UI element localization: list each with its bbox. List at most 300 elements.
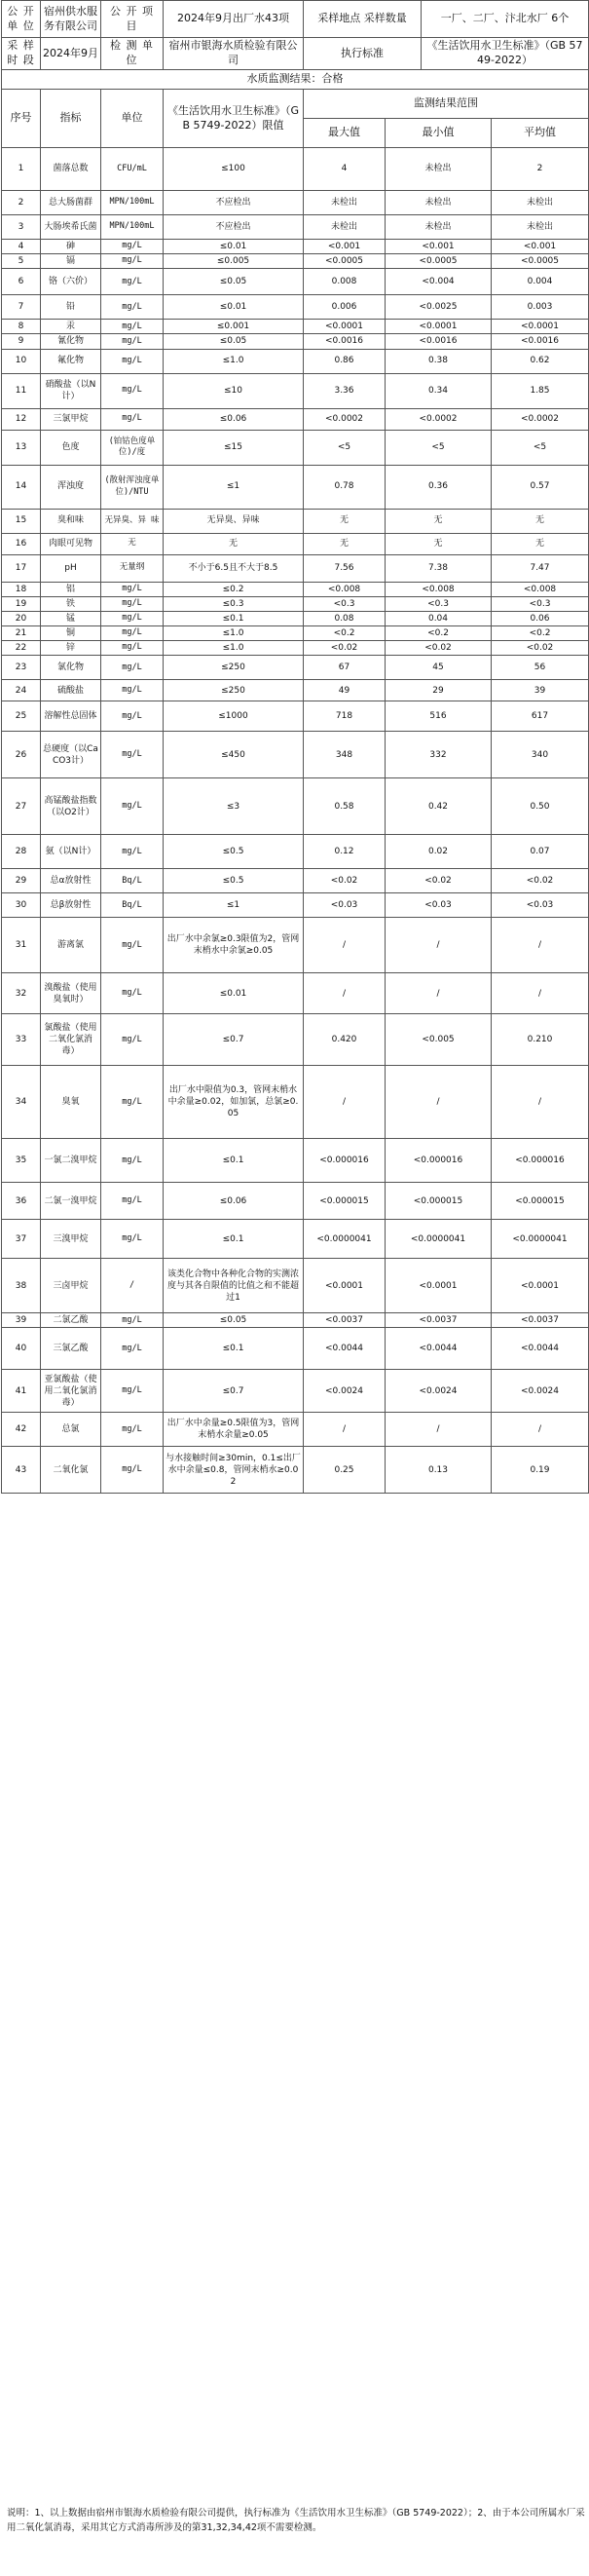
avg-value: <0.0002 xyxy=(492,408,589,430)
max-value: 0.420 xyxy=(304,1014,386,1066)
table-row xyxy=(2,191,589,215)
limit-value: ≤0.05 xyxy=(164,269,304,295)
max-value: <0.008 xyxy=(304,582,386,596)
unit: CFU/mL xyxy=(101,148,164,191)
max-value: 无 xyxy=(304,533,386,554)
avg-value: <0.0005 xyxy=(492,254,589,269)
header-row-1 xyxy=(2,1,589,38)
table-row xyxy=(2,408,589,430)
unit: mg/L xyxy=(101,778,164,835)
indicator-name: 亚氯酸盐（使用二氧化氯消毒） xyxy=(41,1370,101,1413)
min-value: 0.04 xyxy=(386,611,492,625)
avg-value: <0.008 xyxy=(492,582,589,596)
limit-value: 不应检出 xyxy=(164,215,304,240)
row-number: 17 xyxy=(2,554,41,582)
max-value: 67 xyxy=(304,656,386,680)
max-value: / xyxy=(304,973,386,1014)
standard-value: 《生活饮用水卫生标准》（GB 5749-2022） xyxy=(422,38,589,70)
limit-value: ≤0.7 xyxy=(164,1014,304,1066)
avg-header: 平均值 xyxy=(492,119,589,148)
avg-value: <0.0044 xyxy=(492,1328,589,1370)
min-value: <0.000016 xyxy=(386,1139,492,1183)
limit-value: ≤0.5 xyxy=(164,835,304,869)
avg-value: 0.06 xyxy=(492,611,589,625)
limit-value: ≤0.1 xyxy=(164,1220,304,1259)
row-number: 39 xyxy=(2,1313,41,1328)
max-value: <0.03 xyxy=(304,893,386,918)
limit-value: ≤0.2 xyxy=(164,582,304,596)
row-number: 41 xyxy=(2,1370,41,1413)
unit: mg/L xyxy=(101,1139,164,1183)
table-row xyxy=(2,611,589,625)
avg-value: <0.0001 xyxy=(492,320,589,334)
unit: mg/L xyxy=(101,582,164,596)
unit: mg/L xyxy=(101,701,164,732)
indicator-name: 色度 xyxy=(41,430,101,465)
table-row xyxy=(2,680,589,701)
row-number: 12 xyxy=(2,408,41,430)
min-value: 29 xyxy=(386,680,492,701)
table-row xyxy=(2,465,589,509)
min-value: <0.3 xyxy=(386,596,492,611)
table-row xyxy=(2,973,589,1014)
min-value: <0.0001 xyxy=(386,1259,492,1313)
max-value: <0.0001 xyxy=(304,320,386,334)
table-row xyxy=(2,349,589,373)
row-number: 33 xyxy=(2,1014,41,1066)
min-value: <0.000015 xyxy=(386,1183,492,1220)
max-value: <0.3 xyxy=(304,596,386,611)
indicator-name: 铝 xyxy=(41,582,101,596)
standard-label: 执行标准 xyxy=(304,38,422,70)
table-row xyxy=(2,778,589,835)
indicator-name: 二氯一溴甲烷 xyxy=(41,1183,101,1220)
limit-value: ≤1000 xyxy=(164,701,304,732)
indicator-name: pH xyxy=(41,554,101,582)
table-row xyxy=(2,533,589,554)
results-header: 监测结果范围 xyxy=(304,90,589,119)
limit-value: 不应检出 xyxy=(164,191,304,215)
table-row xyxy=(2,641,589,656)
min-value: <0.0024 xyxy=(386,1370,492,1413)
max-value: 0.12 xyxy=(304,835,386,869)
min-value: 45 xyxy=(386,656,492,680)
unit: mg/L xyxy=(101,373,164,408)
indicator-name: 总氯 xyxy=(41,1413,101,1447)
indicator-name: 三氯甲烷 xyxy=(41,408,101,430)
min-value: <0.0000041 xyxy=(386,1220,492,1259)
min-value: 无 xyxy=(386,533,492,554)
unit: (铂钴色度单位)/度 xyxy=(101,430,164,465)
max-value: <5 xyxy=(304,430,386,465)
row-number: 28 xyxy=(2,835,41,869)
avg-value: 无 xyxy=(492,533,589,554)
min-value: 未检出 xyxy=(386,148,492,191)
unit: Bq/L xyxy=(101,893,164,918)
table-row xyxy=(2,1066,589,1139)
min-value: <5 xyxy=(386,430,492,465)
indicator-name: 总β放射性 xyxy=(41,893,101,918)
max-value: <0.0002 xyxy=(304,408,386,430)
avg-value: 0.210 xyxy=(492,1014,589,1066)
unit: MPN/100mL xyxy=(101,215,164,240)
min-value: 未检出 xyxy=(386,215,492,240)
table-row xyxy=(2,835,589,869)
min-value: <0.0001 xyxy=(386,320,492,334)
avg-value: / xyxy=(492,1066,589,1139)
row-number: 27 xyxy=(2,778,41,835)
row-number: 21 xyxy=(2,625,41,640)
row-number: 42 xyxy=(2,1413,41,1447)
avg-value: 340 xyxy=(492,732,589,778)
indicator-name: 溴酸盐（使用臭氧时） xyxy=(41,973,101,1014)
min-value: <0.03 xyxy=(386,893,492,918)
limit-value: ≤0.06 xyxy=(164,1183,304,1220)
column-header-row xyxy=(2,90,589,119)
indicator-name: 大肠埃希氏菌 xyxy=(41,215,101,240)
indicator-name: 二氯乙酸 xyxy=(41,1313,101,1328)
unit: mg/L xyxy=(101,295,164,320)
indicator-name: 锰 xyxy=(41,611,101,625)
notes: 说明：1、以上数据由宿州市银海水质检验有限公司提供，执行标准为《生活饮用水卫生标准》（GB 5749-2022）；2、由于本公司所属水厂采用二氧化氯消毒，采用其它方式消毒所涉及的第31,32,34,42项不需要检测。 xyxy=(7,2508,585,2533)
limit-value: 该类化合物中各种化合物的实测浓度与其各自限值的比值之和不能超过1 xyxy=(164,1259,304,1313)
limit-value: ≤0.01 xyxy=(164,295,304,320)
indicator-header: 指标 xyxy=(41,90,101,148)
avg-value: <0.0037 xyxy=(492,1313,589,1328)
row-number: 23 xyxy=(2,656,41,680)
avg-value: / xyxy=(492,1413,589,1447)
sampling-site-value: 一厂、二厂、汴北水厂 6个 xyxy=(422,1,589,38)
table-row xyxy=(2,1259,589,1313)
avg-value: <0.000015 xyxy=(492,1183,589,1220)
avg-value: 0.004 xyxy=(492,269,589,295)
table-row xyxy=(2,1370,589,1413)
max-value: 未检出 xyxy=(304,215,386,240)
min-value: 0.42 xyxy=(386,778,492,835)
avg-value: 0.19 xyxy=(492,1447,589,1494)
unit: (散射浑浊度单位)/NTU xyxy=(101,465,164,509)
table-row xyxy=(2,430,589,465)
unit: mg/L xyxy=(101,656,164,680)
unit: mg/L xyxy=(101,611,164,625)
max-value: 7.56 xyxy=(304,554,386,582)
limit-value: ≤0.5 xyxy=(164,869,304,893)
indicator-name: 臭氧 xyxy=(41,1066,101,1139)
max-value: 4 xyxy=(304,148,386,191)
indicator-name: 氨（以N计） xyxy=(41,835,101,869)
avg-value: <0.02 xyxy=(492,641,589,656)
limit-value: ≤450 xyxy=(164,732,304,778)
row-number: 9 xyxy=(2,334,41,349)
avg-value: <0.0001 xyxy=(492,1259,589,1313)
limit-value: ≤0.7 xyxy=(164,1370,304,1413)
table-row xyxy=(2,148,589,191)
limit-value: ≤0.06 xyxy=(164,408,304,430)
avg-value: 0.003 xyxy=(492,295,589,320)
indicator-name: 氰化物 xyxy=(41,334,101,349)
avg-value: 0.62 xyxy=(492,349,589,373)
min-value: <0.0005 xyxy=(386,254,492,269)
avg-value: <0.2 xyxy=(492,625,589,640)
indicator-name: 氟化物 xyxy=(41,349,101,373)
max-value: <0.0037 xyxy=(304,1313,386,1328)
indicator-name: 铁 xyxy=(41,596,101,611)
limit-value: ≤0.05 xyxy=(164,334,304,349)
disclosure-item-value: 2024年9月出厂水43项 xyxy=(164,1,304,38)
unit: mg/L xyxy=(101,732,164,778)
max-header: 最大值 xyxy=(304,119,386,148)
max-value: 0.08 xyxy=(304,611,386,625)
avg-value: 未检出 xyxy=(492,191,589,215)
indicator-name: 锌 xyxy=(41,641,101,656)
min-value: 无 xyxy=(386,509,492,533)
min-value: / xyxy=(386,973,492,1014)
max-value: / xyxy=(304,918,386,973)
row-number: 1 xyxy=(2,148,41,191)
indicator-name: 硝酸盐（以N计） xyxy=(41,373,101,408)
max-value: / xyxy=(304,1066,386,1139)
indicator-name: 砷 xyxy=(41,240,101,254)
limit-value: ≤0.3 xyxy=(164,596,304,611)
table-row xyxy=(2,1313,589,1328)
avg-value: <0.0016 xyxy=(492,334,589,349)
row-number: 20 xyxy=(2,611,41,625)
unit: mg/L xyxy=(101,835,164,869)
limit-value: ≤15 xyxy=(164,430,304,465)
disclosure-unit-label: 公 开 单 位 xyxy=(2,1,41,38)
table-row xyxy=(2,1328,589,1370)
unit: mg/L xyxy=(101,334,164,349)
avg-value: 7.47 xyxy=(492,554,589,582)
limit-value: ≤10 xyxy=(164,373,304,408)
min-value: <0.02 xyxy=(386,641,492,656)
unit: mg/L xyxy=(101,1447,164,1494)
min-value: 332 xyxy=(386,732,492,778)
report-container xyxy=(1,0,588,2533)
unit: mg/L xyxy=(101,680,164,701)
max-value: <0.0001 xyxy=(304,1259,386,1313)
row-number: 3 xyxy=(2,215,41,240)
limit-value: ≤3 xyxy=(164,778,304,835)
avg-value: 39 xyxy=(492,680,589,701)
indicator-name: 氯化物 xyxy=(41,656,101,680)
limit-value: ≤0.005 xyxy=(164,254,304,269)
avg-value: 2 xyxy=(492,148,589,191)
unit: mg/L xyxy=(101,1370,164,1413)
limit-value: ≤0.05 xyxy=(164,1313,304,1328)
table-row xyxy=(2,240,589,254)
min-value: <0.005 xyxy=(386,1014,492,1066)
limit-value: ≤250 xyxy=(164,680,304,701)
indicator-name: 溶解性总固体 xyxy=(41,701,101,732)
indicator-name: 铬（六价） xyxy=(41,269,101,295)
table-row xyxy=(2,254,589,269)
limit-value: 无 xyxy=(164,533,304,554)
row-number: 24 xyxy=(2,680,41,701)
limit-value: ≤0.1 xyxy=(164,1328,304,1370)
avg-value: 56 xyxy=(492,656,589,680)
max-value: 0.006 xyxy=(304,295,386,320)
limit-value: 与水接触时间≥30min，0.1≤出厂水中余量≤0.8，管网末梢水≥0.02 xyxy=(164,1447,304,1494)
table-row xyxy=(2,334,589,349)
row-number: 22 xyxy=(2,641,41,656)
unit: mg/L xyxy=(101,254,164,269)
limit-value: ≤0.01 xyxy=(164,240,304,254)
table-row xyxy=(2,625,589,640)
avg-value: <5 xyxy=(492,430,589,465)
max-value: 718 xyxy=(304,701,386,732)
indicator-name: 总大肠菌群 xyxy=(41,191,101,215)
table-row xyxy=(2,701,589,732)
max-value: 3.36 xyxy=(304,373,386,408)
limit-value: ≤0.1 xyxy=(164,611,304,625)
max-value: 0.008 xyxy=(304,269,386,295)
indicator-name: 铜 xyxy=(41,625,101,640)
indicator-name: 二氧化氯 xyxy=(41,1447,101,1494)
avg-value: 无 xyxy=(492,509,589,533)
unit: 无 xyxy=(101,533,164,554)
avg-value: 未检出 xyxy=(492,215,589,240)
limit-value: 出厂水中限值为0.3，管网末梢水中余量≥0.02，如加氯，总氯≥0.05 xyxy=(164,1066,304,1139)
min-value: <0.0025 xyxy=(386,295,492,320)
row-number: 5 xyxy=(2,254,41,269)
unit: mg/L xyxy=(101,1313,164,1328)
indicator-name: 镉 xyxy=(41,254,101,269)
min-value: 0.34 xyxy=(386,373,492,408)
avg-value: 1.85 xyxy=(492,373,589,408)
min-value: <0.0044 xyxy=(386,1328,492,1370)
max-value: / xyxy=(304,1413,386,1447)
unit: mg/L xyxy=(101,349,164,373)
min-value: <0.2 xyxy=(386,625,492,640)
min-value: <0.001 xyxy=(386,240,492,254)
row-number: 8 xyxy=(2,320,41,334)
max-value: 0.25 xyxy=(304,1447,386,1494)
indicator-name: 总α放射性 xyxy=(41,869,101,893)
row-number: 38 xyxy=(2,1259,41,1313)
avg-value: / xyxy=(492,973,589,1014)
min-value: 7.38 xyxy=(386,554,492,582)
min-value: <0.02 xyxy=(386,869,492,893)
unit: mg/L xyxy=(101,1220,164,1259)
conclusion-row xyxy=(2,70,589,90)
unit: 无异臭、异 味 xyxy=(101,509,164,533)
row-number: 11 xyxy=(2,373,41,408)
min-header: 最小值 xyxy=(386,119,492,148)
limit-value: ≤1 xyxy=(164,893,304,918)
avg-value: / xyxy=(492,918,589,973)
disclosure-item-label: 公 开 项 目 xyxy=(101,1,164,38)
table-row xyxy=(2,732,589,778)
min-value: 0.13 xyxy=(386,1447,492,1494)
limit-value: ≤1 xyxy=(164,465,304,509)
table-row xyxy=(2,1183,589,1220)
indicator-name: 氯酸盐（使用二氧化氯消毒） xyxy=(41,1014,101,1066)
table-row xyxy=(2,918,589,973)
table-row xyxy=(2,554,589,582)
avg-value: <0.0024 xyxy=(492,1370,589,1413)
max-value: <0.0005 xyxy=(304,254,386,269)
avg-value: <0.001 xyxy=(492,240,589,254)
unit: mg/L xyxy=(101,408,164,430)
max-value: <0.02 xyxy=(304,641,386,656)
max-value: 0.58 xyxy=(304,778,386,835)
avg-value: 0.57 xyxy=(492,465,589,509)
row-number: 10 xyxy=(2,349,41,373)
table-row xyxy=(2,215,589,240)
indicator-name: 浑浊度 xyxy=(41,465,101,509)
table-row xyxy=(2,1139,589,1183)
indicator-name: 臭和味 xyxy=(41,509,101,533)
min-value: <0.0037 xyxy=(386,1313,492,1328)
row-number: 2 xyxy=(2,191,41,215)
min-value: 516 xyxy=(386,701,492,732)
limit-value: ≤1.0 xyxy=(164,349,304,373)
indicator-name: 铅 xyxy=(41,295,101,320)
row-number: 29 xyxy=(2,869,41,893)
min-value: <0.008 xyxy=(386,582,492,596)
table-row xyxy=(2,509,589,533)
table-row xyxy=(2,582,589,596)
data-rows xyxy=(2,148,589,1494)
unit: mg/L xyxy=(101,1014,164,1066)
unit: mg/L xyxy=(101,973,164,1014)
avg-value: <0.0000041 xyxy=(492,1220,589,1259)
max-value: 未检出 xyxy=(304,191,386,215)
unit: 无量纲 xyxy=(101,554,164,582)
unit: mg/L xyxy=(101,1328,164,1370)
limit-value: ≤1.0 xyxy=(164,641,304,656)
row-number: 35 xyxy=(2,1139,41,1183)
unit: mg/L xyxy=(101,625,164,640)
sampling-site-label: 采样地点 采样数量 xyxy=(304,1,422,38)
row-number: 36 xyxy=(2,1183,41,1220)
indicator-name: 菌落总数 xyxy=(41,148,101,191)
row-number: 30 xyxy=(2,893,41,918)
sampling-period-value: 2024年9月 xyxy=(41,38,101,70)
table-row xyxy=(2,295,589,320)
unit: / xyxy=(101,1259,164,1313)
row-number: 32 xyxy=(2,973,41,1014)
header-row-2 xyxy=(2,38,589,70)
table-row xyxy=(2,269,589,295)
row-number: 37 xyxy=(2,1220,41,1259)
table-row xyxy=(2,869,589,893)
row-number: 7 xyxy=(2,295,41,320)
row-number: 18 xyxy=(2,582,41,596)
limit-value: ≤0.1 xyxy=(164,1139,304,1183)
seq-header: 序号 xyxy=(2,90,41,148)
water-quality-table xyxy=(1,0,589,1494)
row-number: 31 xyxy=(2,918,41,973)
min-value: 未检出 xyxy=(386,191,492,215)
limit-value: 出厂水中余氯≥0.3限值为2，管网末梢水中余氯≥0.05 xyxy=(164,918,304,973)
row-number: 6 xyxy=(2,269,41,295)
row-number: 16 xyxy=(2,533,41,554)
testing-unit-value: 宿州市银海水质检验有限公司 xyxy=(164,38,304,70)
avg-value: <0.000016 xyxy=(492,1139,589,1183)
avg-value: 617 xyxy=(492,701,589,732)
unit: mg/L xyxy=(101,1413,164,1447)
min-value: / xyxy=(386,918,492,973)
indicator-name: 三卤甲烷 xyxy=(41,1259,101,1313)
max-value: 49 xyxy=(304,680,386,701)
unit: Bq/L xyxy=(101,869,164,893)
unit-header: 单位 xyxy=(101,90,164,148)
indicator-name: 汞 xyxy=(41,320,101,334)
table-row xyxy=(2,596,589,611)
row-number: 43 xyxy=(2,1447,41,1494)
